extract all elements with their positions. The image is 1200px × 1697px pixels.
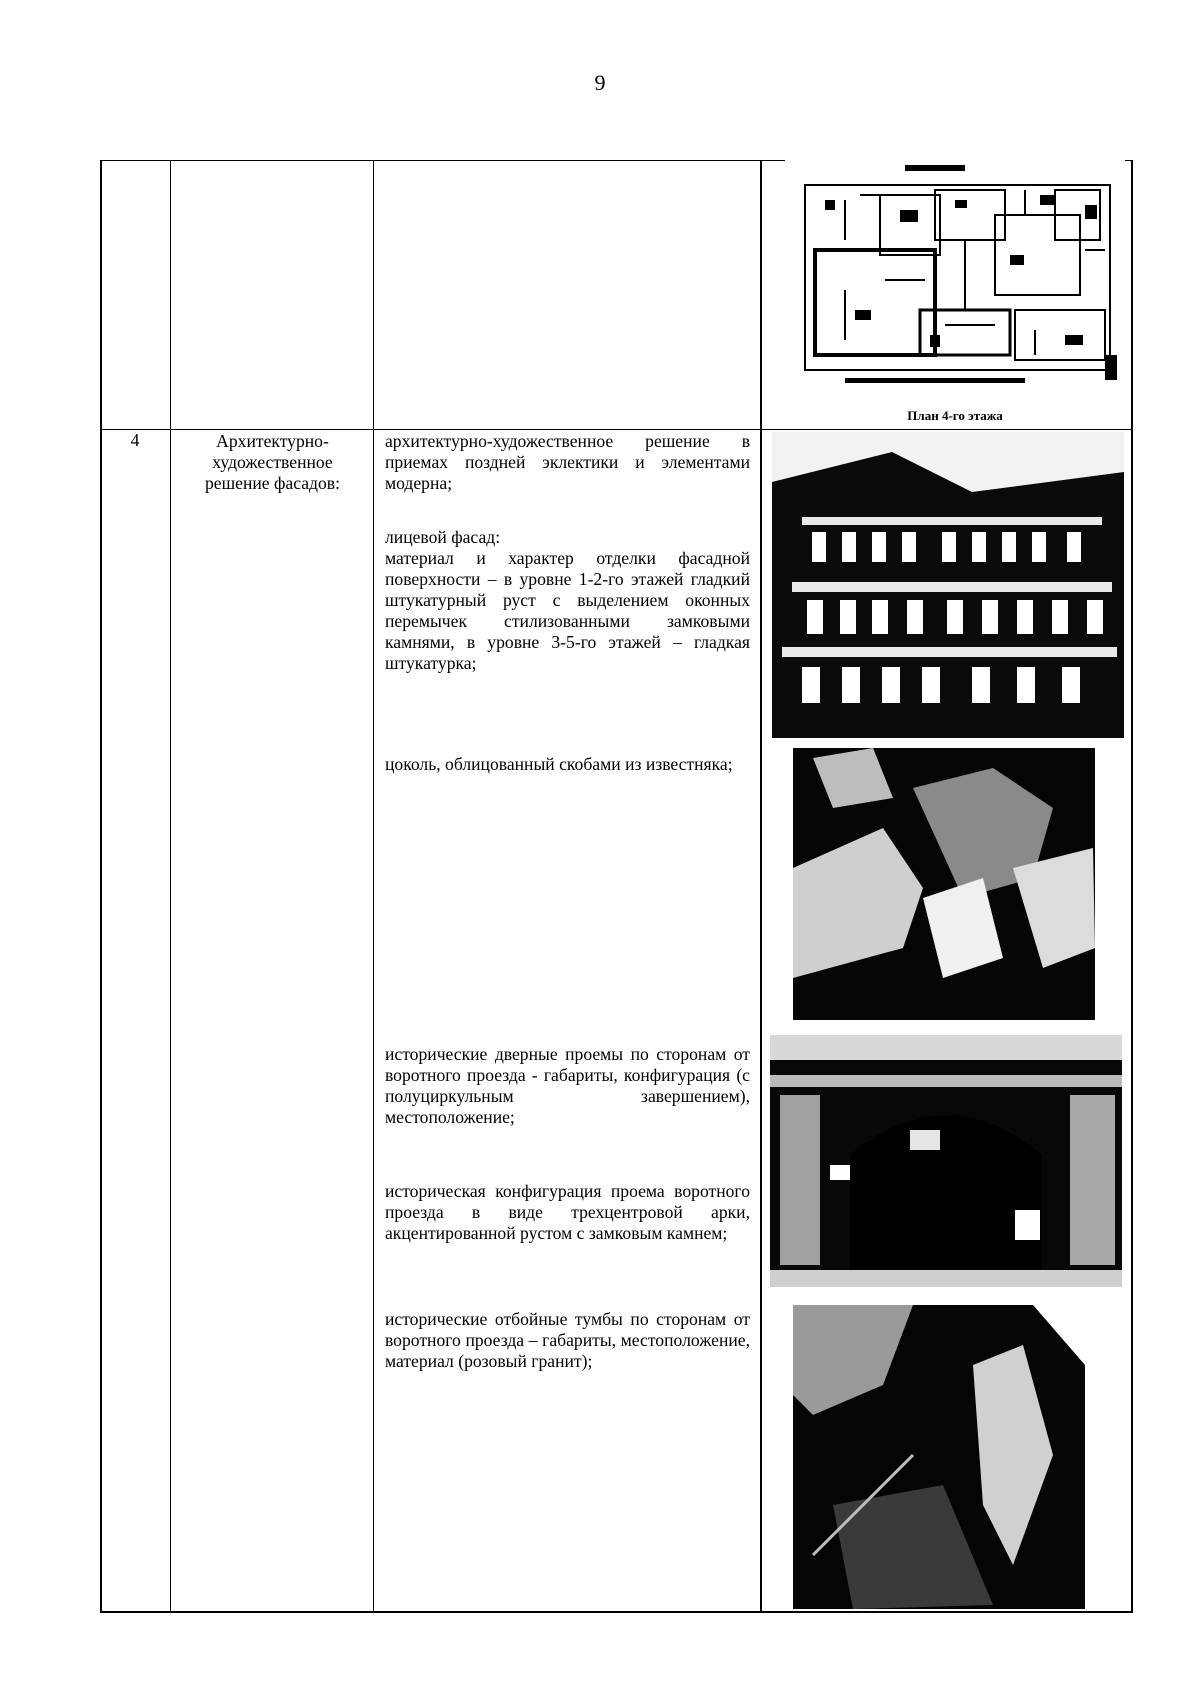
- row-number: 4: [130, 430, 140, 450]
- table-row-divider: [100, 429, 1133, 430]
- table-divider-3: [760, 160, 762, 1613]
- item-5-text: исторические отбойные тумбы по сторонам от воротного проезда – габариты, местоположение, материал (розовый гранит);: [385, 1309, 750, 1371]
- table-border-right: [1131, 160, 1133, 1613]
- item-1-subtitle: лицевой фасад:: [385, 527, 501, 547]
- item-4-text: историческая конфигурация проема воротного проезда в виде трехцентровой арки, акцентированной рустом с замковым камнем;: [385, 1181, 750, 1243]
- facade-photo: [772, 432, 1124, 738]
- table-divider-2: [373, 160, 374, 1613]
- table-border-bottom: [100, 1611, 1133, 1613]
- row-title: Архитектурно-художественное решение фасадов:: [205, 431, 340, 493]
- floor-plan-image: [785, 160, 1125, 392]
- item-1-text: архитектурно-художественное решение в приемах поздней эклектики и элементами модерна;: [385, 431, 750, 493]
- item-3-text: исторические дверные проемы по сторонам от воротного проезда - габариты, конфигурация (с полуциркульным завершением), местоположение;: [385, 1044, 750, 1127]
- item-2-text: цоколь, облицованный скобами из известняка;: [385, 754, 733, 774]
- floor-plan-caption: План 4-го этажа: [907, 408, 1003, 423]
- gateway-photo: [770, 1035, 1122, 1287]
- item-1-subtext: материал и характер отделки фасадной поверхности – в уровне 1-2-го этажей гладкий штукатурный руст с выделением оконных перемычек стилизованными замковыми камнями, в уровне 3-5-го этажей – гладкая штукатурка;: [385, 548, 750, 673]
- bollard-photo: [793, 1305, 1085, 1609]
- table-border-left: [100, 160, 102, 1613]
- page-number: 9: [594, 70, 606, 95]
- table-divider-1: [170, 160, 171, 1613]
- plinth-photo: [793, 748, 1095, 1020]
